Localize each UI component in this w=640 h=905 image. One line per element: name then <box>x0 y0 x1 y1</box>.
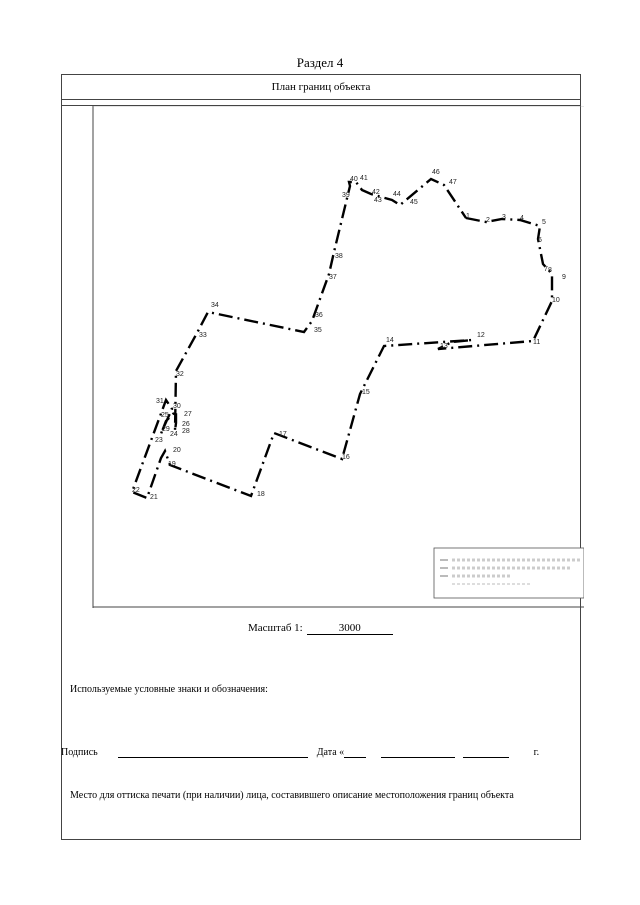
point-label-33: 33 <box>199 332 207 339</box>
signature-label: Подпись <box>61 747 98 758</box>
point-label-29: 29 <box>162 426 170 433</box>
point-label-2: 2 <box>486 217 490 224</box>
point-label-18: 18 <box>257 491 265 498</box>
point-label-34: 34 <box>211 302 219 309</box>
signature-row <box>61 747 581 758</box>
point-label-8: 8 <box>548 267 552 274</box>
point-label-15: 15 <box>362 389 370 396</box>
point-label-43: 43 <box>374 197 382 204</box>
point-label-10: 10 <box>552 297 560 304</box>
point-label-21: 21 <box>150 494 158 501</box>
point-label-7: 7 <box>544 266 548 273</box>
date-label: Дата « <box>316 747 345 758</box>
scale-value: 3000 <box>307 622 393 635</box>
point-label-6: 6 <box>538 237 542 244</box>
point-label-5: 5 <box>542 219 546 226</box>
point-label-39: 39 <box>342 192 350 199</box>
point-label-46: 46 <box>432 169 440 176</box>
date-month-line[interactable] <box>381 747 455 758</box>
point-label-32: 32 <box>176 371 184 378</box>
section-heading: Раздел 4 <box>296 55 344 70</box>
point-label-24: 24 <box>170 431 178 438</box>
point-label-9: 9 <box>562 274 566 281</box>
point-label-47: 47 <box>449 179 457 186</box>
point-label-17: 17 <box>279 431 287 438</box>
point-label-36: 36 <box>315 312 323 319</box>
point-label-20: 20 <box>173 447 181 454</box>
point-label-11: 11 <box>533 339 541 346</box>
point-label-4: 4 <box>520 215 524 222</box>
legend-caption: Используемые условные знаки и обозначения: <box>70 684 268 695</box>
point-label-27: 27 <box>184 411 192 418</box>
point-label-1: 1 <box>466 213 470 220</box>
signature-line[interactable] <box>118 747 308 758</box>
scale-label: Масштаб 1: <box>248 622 303 634</box>
table-title: План границ объекта <box>61 74 581 100</box>
point-label-3: 3 <box>502 214 506 221</box>
point-label-37: 37 <box>329 274 337 281</box>
point-label-40: 40 <box>350 176 358 183</box>
point-label-45: 45 <box>410 199 418 206</box>
point-label-19: 19 <box>168 461 176 468</box>
point-label-22: 22 <box>132 487 140 494</box>
point-label-25: 25 <box>161 412 169 419</box>
date-day-line[interactable] <box>344 747 366 758</box>
boundary-line <box>132 179 552 498</box>
scale-row <box>248 622 393 635</box>
point-label-42: 42 <box>372 189 380 196</box>
point-label-41: 41 <box>360 175 368 182</box>
point-label-26: 26 <box>182 421 190 428</box>
seal-text: Место для оттиска печати (при наличии) лица, составившего описание местоположения границ объекта <box>70 790 514 801</box>
point-label-31: 31 <box>156 398 164 405</box>
point-label-12: 12 <box>477 332 485 339</box>
point-label-38: 38 <box>335 253 343 260</box>
point-label-35: 35 <box>314 327 322 334</box>
point-label-23: 23 <box>155 437 163 444</box>
seal-placeholder-text <box>61 789 578 803</box>
point-label-30: 30 <box>173 403 181 410</box>
map-legend-box <box>434 548 584 598</box>
date-year-line[interactable] <box>463 747 509 758</box>
point-label-28: 28 <box>182 428 190 435</box>
point-label-16: 16 <box>342 454 350 461</box>
point-label-44: 44 <box>393 191 401 198</box>
year-suffix: г. <box>533 747 540 758</box>
point-label-13: 13 <box>440 343 448 350</box>
boundary-plan-map <box>92 106 584 608</box>
point-label-14: 14 <box>386 337 394 344</box>
